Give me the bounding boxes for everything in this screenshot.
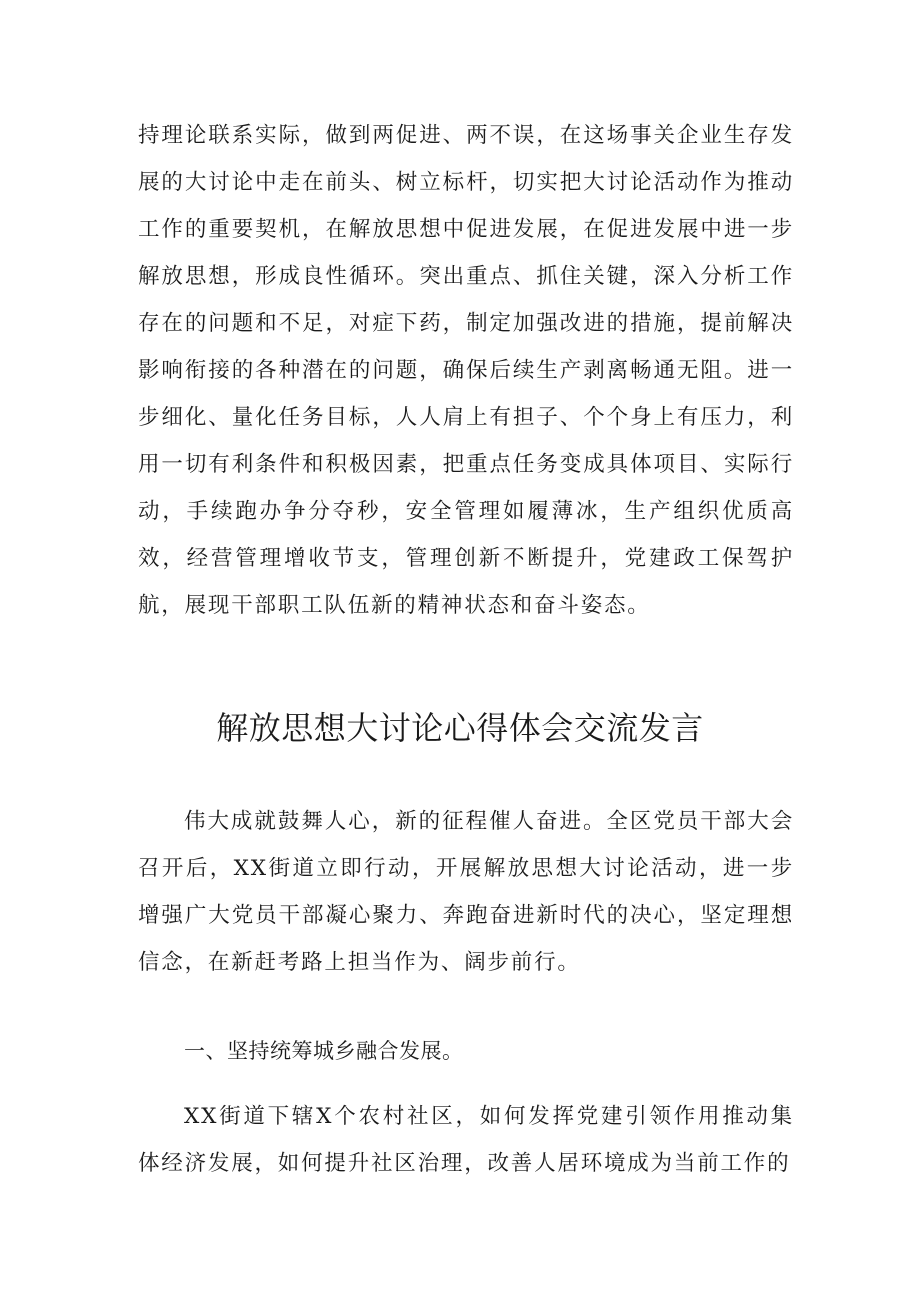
body-paragraph-section: XX街道下辖X个农村社区，如何发挥党建引领作用推动集体经济发展，如何提升社区治理，改善人居环境成为当前工作的 <box>138 1104 794 1176</box>
section-heading: 一、坚持统筹城乡融合发展。 <box>184 1039 464 1063</box>
document-title: 解放思想大讨论心得体会交流发言 <box>216 709 704 747</box>
body-paragraph-intro: 伟大成就鼓舞人心，新的征程催人奋进。全区党员干部大会召开后，XX街道立即行动，开展解放思想大讨论活动，进一步增强广大党员干部凝心聚力、奔跑奋进新时代的决心，坚定理想信念，在新赶考路上担当作为、阔步前行。 <box>138 809 794 975</box>
body-paragraph-continued: 持理论联系实际，做到两促进、两不误，在这场事关企业生存发展的大讨论中走在前头、树立标杆，切实把大讨论活动作为推动工作的重要契机，在解放思想中促进发展，在促进发展中进一步解放思想，形成良性循环。突出重点、抓住关键，深入分析工作存在的问题和不足，对症下药，制定加强改进的措施，提前解决影响衔接的各种潜在的问题，确保后续生产剥离畅通无阻。进一步细化、量化任务目标，人人肩上有担子、个个身上有压力，利用一切有利条件和积极因素，把重点任务变成具体项目、实际行动，手续跑办争分夺秒，安全管理如履薄冰，生产组织优质高效，经营管理增收节支，管理创新不断提升，党建政工保驾护航，展现干部职工队伍新的精神状态和奋斗姿态。 <box>138 123 794 618</box>
